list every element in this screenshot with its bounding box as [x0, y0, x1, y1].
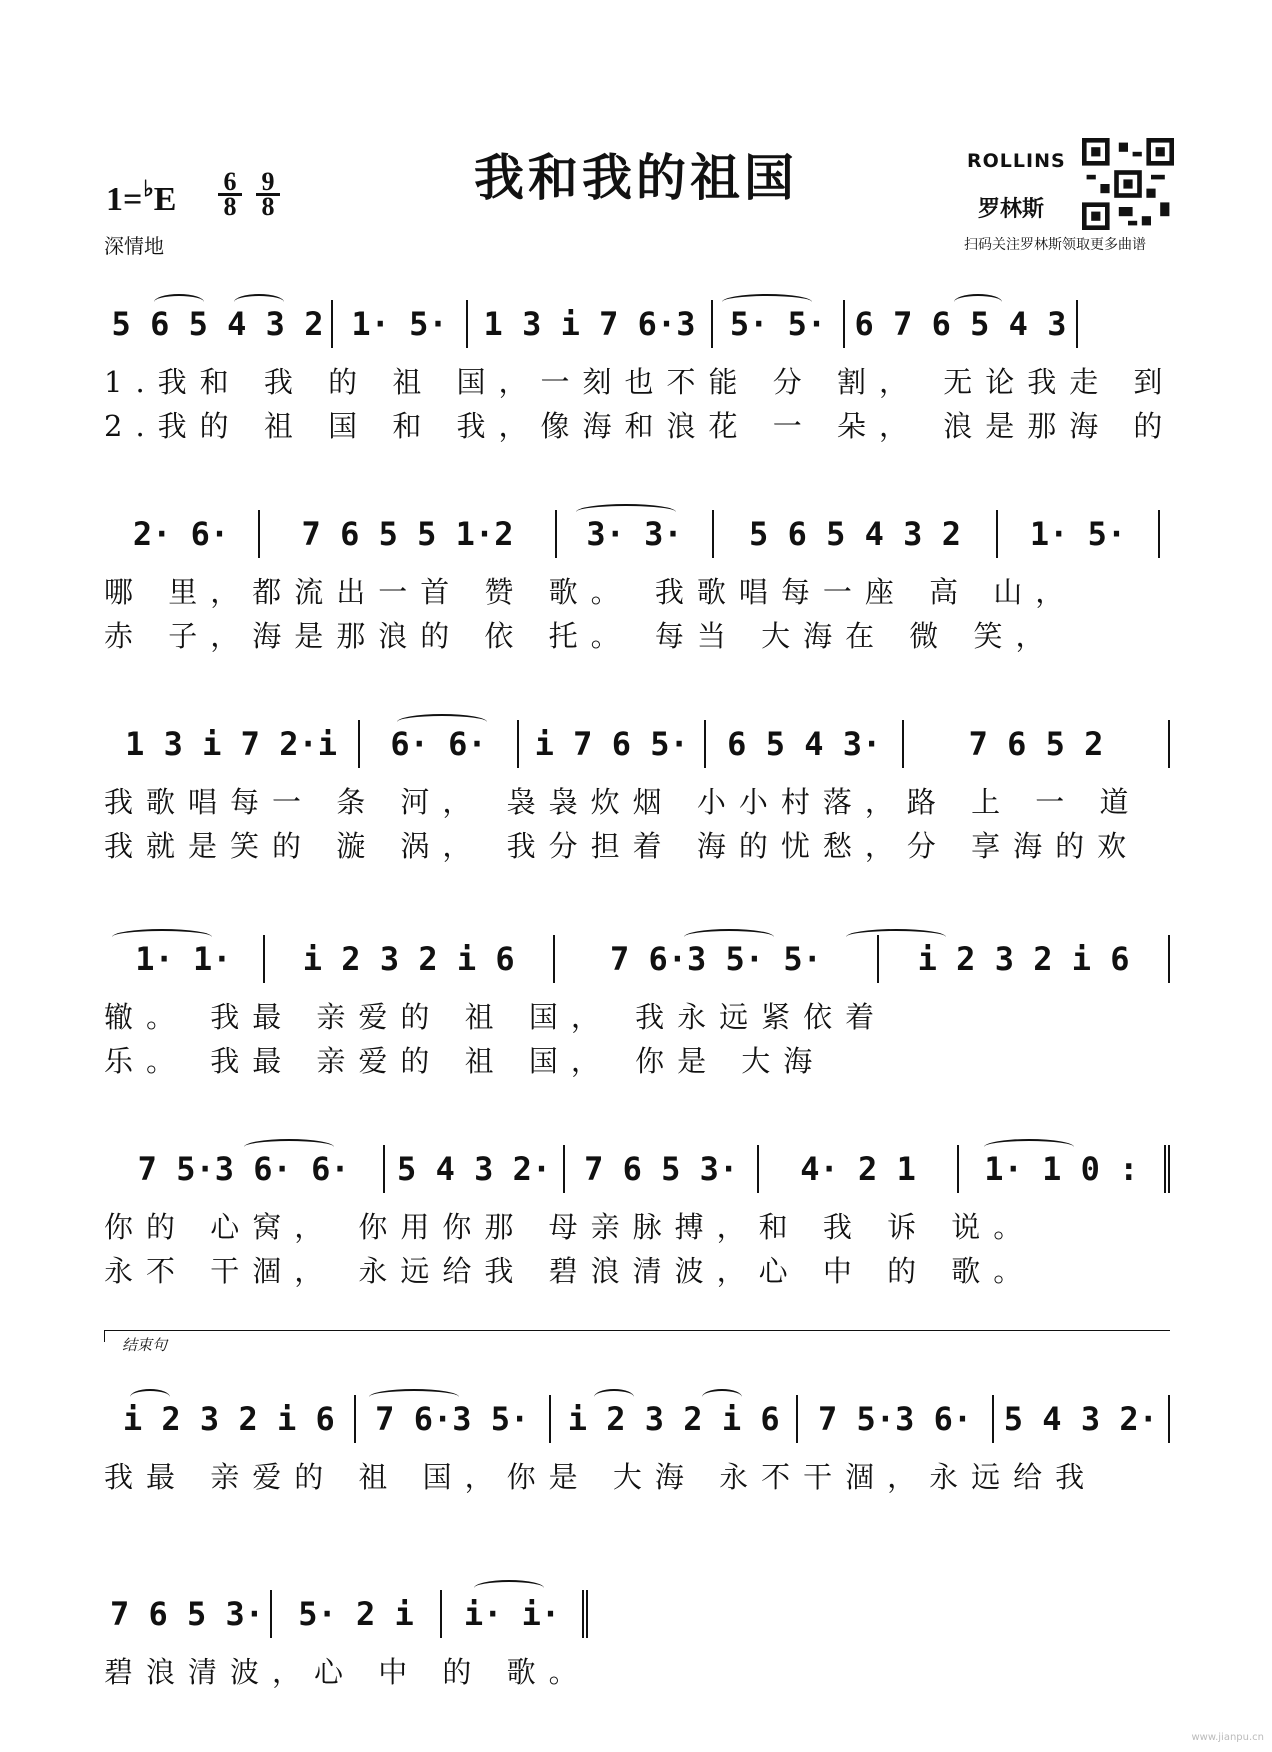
measure: 7 6·3 5· 5·	[555, 935, 880, 983]
measure: 6· 6·	[360, 720, 519, 768]
key-letter: E	[153, 181, 177, 218]
tie	[722, 294, 812, 310]
measure: 3· 3·	[557, 510, 714, 558]
lyrics-verse-1: 哪 里，都流出一首 赞 歌。 我歌唱每一座 高 山，	[104, 575, 1078, 609]
qr-code-icon[interactable]	[1082, 138, 1174, 230]
score-row-1	[104, 300, 1176, 450]
lyrics-verse-2: 乐。 我最 亲爱的 祖 国， 你是 大海	[104, 1044, 826, 1078]
watermark: www.jianpu.cn	[1191, 1732, 1264, 1743]
lyrics-verse-2: 我就是笑的 漩 涡， 我分担着 海的忧愁，分 享海的欢	[104, 829, 1140, 863]
lyrics-verse-1: 1.我和 我 的 祖 国，一刻也不能 分 割， 无论我走 到	[104, 365, 1176, 399]
lyrics-verse-2: 永不 干涸， 永远给我 碧浪清波，心 中 的 歌。	[104, 1254, 1036, 1288]
lyrics-verse-1: 我歌唱每一 条 河， 袅袅炊烟 小小村落，路 上 一 道	[104, 785, 1142, 819]
measure: 6 5 4 3·	[706, 720, 904, 768]
ending-row-1	[104, 1395, 1170, 1495]
tie	[244, 1139, 334, 1155]
slur	[234, 294, 284, 310]
key-prefix: 1=	[106, 181, 143, 218]
tempo-marking: 深情地	[104, 234, 164, 258]
tie	[846, 929, 946, 945]
measure: i 2 3 2 i 6	[551, 1395, 799, 1443]
tie	[474, 1580, 544, 1596]
ending-bracket-tick	[104, 1330, 105, 1342]
measure: 6 7 6 5 4 3	[845, 300, 1078, 348]
measure: 1· 5·	[998, 510, 1160, 558]
measure: i 2 3 2 i 6	[265, 935, 555, 983]
measure: 7 6 5 2	[904, 720, 1170, 768]
lyrics-verse-2: 赤 子，海是那浪的 依 托。 每当 大海在 微 笑，	[104, 619, 1058, 653]
measure-repeat-end: 1· 1 0 :	[959, 1145, 1170, 1193]
lyrics-verse-2: 2.我的 祖 国 和 我，像海和浪花 一 朵， 浪是那海 的	[104, 409, 1176, 443]
slur	[954, 294, 1002, 310]
key-signature	[106, 176, 176, 219]
slur	[702, 1389, 742, 1405]
measure: 7 6 5 3·	[104, 1590, 272, 1638]
flat-sign: ♭	[143, 176, 154, 201]
measure: 5· 5·	[713, 300, 845, 348]
lyrics-verse-1: 辙。 我最 亲爱的 祖 国， 我永远紧依着	[104, 1000, 888, 1034]
tie	[576, 504, 676, 520]
measure: i 7 6 5·	[519, 720, 707, 768]
slur	[684, 929, 774, 945]
slur	[154, 294, 204, 310]
measure: 4· 2 1	[759, 1145, 958, 1193]
measure: i 2 3 2 i 6	[879, 935, 1170, 983]
score-row-3	[104, 720, 1170, 870]
measure: 5 4 3 2·	[385, 1145, 565, 1193]
lyrics-ending: 我最 亲爱的 祖 国，你是 大海 永不干涸，永远给我	[104, 1460, 1098, 1494]
measure: 5 6 5 4 3 2	[104, 300, 333, 348]
measure: 7 6 5 5 1·2	[260, 510, 557, 558]
score-row-5	[104, 1145, 1170, 1295]
measure: 5 4 3 2·	[994, 1395, 1170, 1443]
measure: 7 5·3 6· 6·	[104, 1145, 385, 1193]
lyrics-verse-1: 你的 心窝， 你用你那 母亲脉搏，和 我 诉 说。	[104, 1210, 1036, 1244]
tie	[397, 714, 487, 730]
time-signature-1: $\frac{6}{8}$	[218, 171, 242, 218]
brand-name: 罗林斯	[978, 197, 1045, 222]
measure: i 2 3 2 i 6	[104, 1395, 356, 1443]
measure: 1 3 i 7 6·3	[468, 300, 713, 348]
measure: 1· 1·	[104, 935, 265, 983]
measure: 7 5·3 6·	[798, 1395, 993, 1443]
ending-label: 结束句	[122, 1336, 168, 1354]
score-row-2	[104, 510, 1170, 660]
promo-text: 扫码关注罗林斯领取更多曲谱	[964, 237, 1146, 253]
measure: 7 6·3 5·	[356, 1395, 551, 1443]
tie	[112, 929, 212, 945]
tie	[984, 1139, 1074, 1155]
slur	[130, 1389, 170, 1405]
measure: 1 3 i 7 2·i	[104, 720, 360, 768]
measure: 7 6 5 3·	[565, 1145, 759, 1193]
measure: 5 6 5 4 3 2	[714, 510, 998, 558]
measure: 1· 5·	[333, 300, 468, 348]
ending-bracket	[104, 1330, 1170, 1331]
slur	[594, 1389, 634, 1405]
time-signature-2: $\frac{9}{8}$	[256, 171, 280, 218]
slur	[369, 1389, 459, 1405]
measure: 2· 6·	[104, 510, 260, 558]
measure-final: i· i·	[442, 1590, 588, 1638]
ending-row-2	[104, 1590, 1170, 1690]
song-title: 我和我的祖国	[474, 148, 798, 207]
lyrics-ending: 碧浪清波，心 中 的 歌。	[104, 1655, 591, 1689]
brand-logo: ROLLINS	[967, 150, 1066, 172]
score-row-4	[104, 935, 1170, 1085]
measure: 5· 2 i	[272, 1590, 442, 1638]
